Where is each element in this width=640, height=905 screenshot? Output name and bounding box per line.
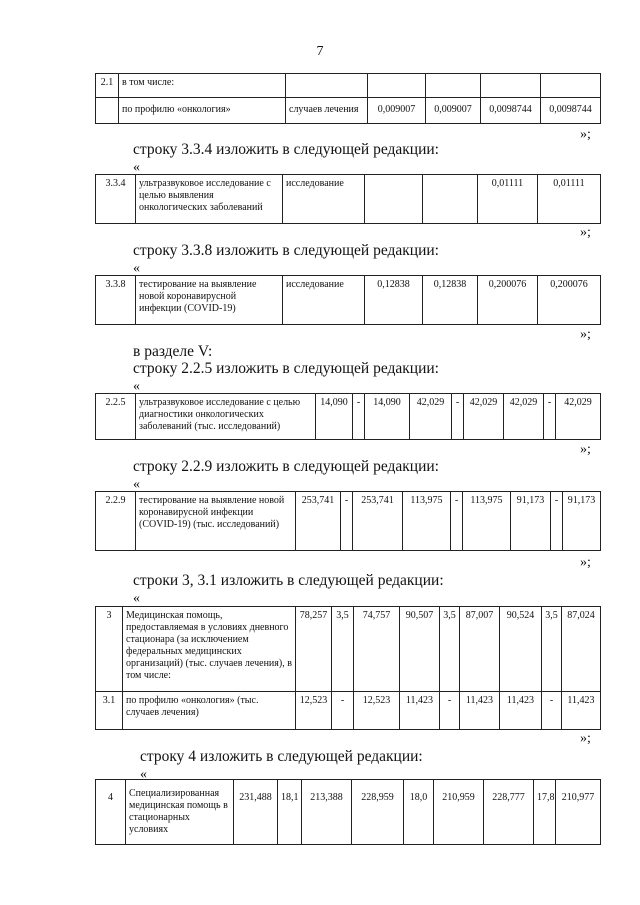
value-cell: 90,507 — [400, 607, 440, 692]
section-heading: строку 3.3.8 изложить в следующей редакции: — [133, 242, 439, 259]
table-3-3-1 — [95, 606, 601, 730]
row-name: тестирование на выявление новой коронавирусной инфекции (COVID-19) (тыс. исследований) — [136, 492, 296, 551]
value-cell: 253,741 — [296, 492, 341, 551]
section-heading: строку 4 изложить в следующей редакции: — [140, 748, 423, 765]
value-cell: 210,959 — [434, 780, 484, 845]
value-cell: 87,007 — [460, 607, 500, 692]
close-quote: »; — [580, 127, 591, 142]
value-cell: 74,757 — [354, 607, 400, 692]
section-heading: строку 2.2.9 изложить в следующей редакции: — [133, 458, 439, 475]
value-cell: 12,523 — [296, 692, 332, 730]
unit: случаев лечения — [286, 98, 368, 124]
row-number: 4 — [96, 780, 126, 845]
value-cell: 3,5 — [440, 607, 460, 692]
value-cell: - — [332, 692, 354, 730]
row-number: 3 — [96, 607, 123, 692]
value-cell: 210,977 — [556, 780, 601, 845]
row-name: ультразвуковое исследование с целью выявления онкологических заболеваний — [136, 175, 283, 224]
value-cell: 87,024 — [562, 607, 601, 692]
value-cell: 18,0 — [404, 780, 434, 845]
value-cell: - — [440, 692, 460, 730]
value-cell: 0,200076 — [478, 276, 538, 325]
unit: исследование — [283, 276, 365, 325]
value-cell: 91,173 — [511, 492, 551, 551]
value-cell: 0,0098744 — [541, 98, 601, 124]
value-cell: 213,388 — [302, 780, 352, 845]
section-label: в разделе V: — [133, 343, 213, 360]
row-number: 2.2.5 — [96, 394, 136, 440]
value-cell: 3,5 — [542, 607, 562, 692]
value-cell: 42,029 — [464, 394, 504, 440]
open-quote: « — [133, 261, 140, 276]
close-quote: »; — [580, 225, 591, 240]
value-cell: 0,0098744 — [481, 98, 541, 124]
section-heading: строку 2.2.5 изложить в следующей редакции: — [133, 360, 439, 377]
value-cell: 17,8 — [534, 780, 556, 845]
value-cell: 12,523 — [354, 692, 400, 730]
row-name: по профилю «онкология» — [119, 98, 286, 124]
row-name: Медицинская помощь, предоставляемая в условиях дневного стационара (за исключением федеральных медицинских организаций) (тыс. случаев лечения), в том числе: — [123, 607, 296, 692]
unit: исследование — [283, 175, 365, 224]
row-name: Специализированная медицинская помощь в стационарных условиях — [126, 780, 234, 845]
close-quote: »; — [580, 731, 591, 746]
value-cell: - — [542, 692, 562, 730]
row-name: по профилю «онкология» (тыс. случаев лечения) — [123, 692, 296, 730]
row-number: 2.1 — [96, 74, 119, 98]
table-2-2-5 — [95, 393, 601, 440]
value-cell: 11,423 — [460, 692, 500, 730]
row-name: ультразвуковое исследование с целью диагностики онкологических заболеваний (тыс. исследований) — [136, 394, 316, 440]
value-cell: 228,777 — [484, 780, 534, 845]
open-quote: « — [133, 591, 140, 606]
value-cell: 14,090 — [316, 394, 353, 440]
value-cell: 42,029 — [410, 394, 452, 440]
row-number: 3.3.4 — [96, 175, 136, 224]
section-heading: строки 3, 3.1 изложить в следующей редакции: — [133, 572, 444, 589]
open-quote: « — [133, 477, 140, 492]
value-cell: 3,5 — [332, 607, 354, 692]
close-quote: »; — [580, 442, 591, 457]
value-cell: 11,423 — [562, 692, 601, 730]
table-4 — [95, 779, 601, 845]
value-cell: 0,01111 — [538, 175, 601, 224]
value-cell: 90,524 — [500, 607, 542, 692]
value-cell: 253,741 — [353, 492, 403, 551]
value-cell: 0,200076 — [538, 276, 601, 325]
value-cell: 113,975 — [403, 492, 451, 551]
table-2-2-9 — [95, 491, 601, 551]
value-cell: 231,488 — [234, 780, 278, 845]
value-cell: 78,257 — [296, 607, 332, 692]
section-heading: строку 3.3.4 изложить в следующей редакции: — [133, 141, 439, 158]
open-quote: « — [133, 160, 140, 175]
value-cell: - — [551, 492, 563, 551]
row-name: в том числе: — [119, 74, 286, 98]
value-cell: 91,173 — [563, 492, 601, 551]
value-cell: 0,009007 — [368, 98, 426, 124]
row-number: 3.3.8 — [96, 276, 136, 325]
close-quote: »; — [580, 555, 591, 570]
close-quote: »; — [580, 327, 591, 342]
open-quote: « — [133, 379, 140, 394]
table-3-3-8 — [95, 275, 601, 325]
row-name: тестирование на выявление новой коронавирусной инфекции (COVID-19) — [136, 276, 283, 325]
open-quote: « — [140, 767, 147, 782]
row-number: 3.1 — [96, 692, 123, 730]
value-cell: 0,01111 — [478, 175, 538, 224]
value-cell: 14,090 — [365, 394, 410, 440]
value-cell: 18,1 — [278, 780, 302, 845]
value-cell: 11,423 — [400, 692, 440, 730]
value-cell: 42,029 — [556, 394, 601, 440]
value-cell: 228,959 — [352, 780, 404, 845]
value-cell: - — [452, 394, 464, 440]
value-cell: 42,029 — [504, 394, 544, 440]
table-3-3-4 — [95, 174, 601, 224]
table-2-1 — [95, 73, 601, 124]
page-number: 7 — [316, 44, 324, 59]
value-cell: - — [544, 394, 556, 440]
value-cell: 11,423 — [500, 692, 542, 730]
value-cell: 0,009007 — [426, 98, 481, 124]
value-cell: 113,975 — [463, 492, 511, 551]
value-cell: - — [341, 492, 353, 551]
value-cell: - — [353, 394, 365, 440]
value-cell: - — [451, 492, 463, 551]
value-cell: 0,12838 — [365, 276, 423, 325]
value-cell: 0,12838 — [423, 276, 478, 325]
row-number: 2.2.9 — [96, 492, 136, 551]
